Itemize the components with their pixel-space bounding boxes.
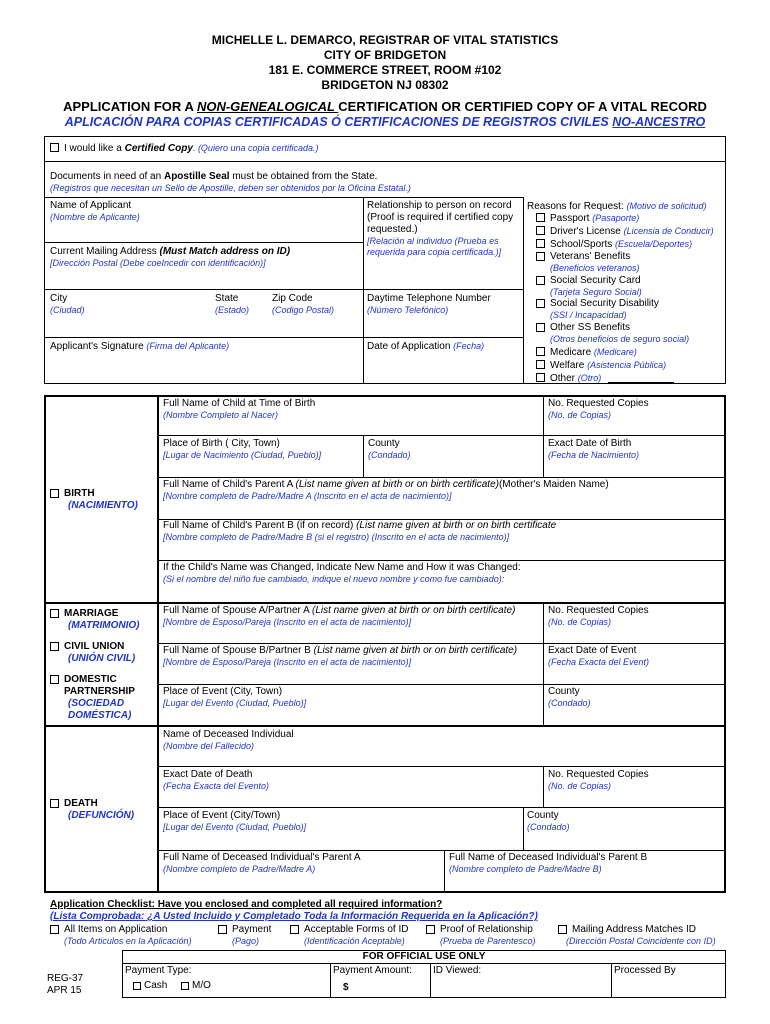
marriage-copies-label-es: (No. de Copias) [548, 617, 612, 627]
marriage-label-es: (MATRIMONIO) [68, 620, 140, 631]
reason-veterans-label: Veterans' Benefits [550, 251, 631, 262]
reason-ss-disability-label: Social Security Disability [550, 298, 659, 309]
city-line: CITY OF BRIDGETON [323, 48, 447, 62]
death-place-label-es: [Lugar del Evento (Ciudad, Pueblo)] [163, 822, 307, 832]
deceased-parent-b-label-es: (Nombre completo de Padre/Madre B) [449, 864, 602, 874]
checklist-payment-label-es: (Pago) [232, 936, 260, 946]
cash-label: Cash [144, 980, 168, 991]
reason-school-label: School/Sports (Escuela/Deportes) [550, 239, 693, 250]
reason-welfare-label: Welfare (Asistencia Pública) [550, 360, 667, 371]
event-place-label: Place of Event (City, Town) [163, 686, 283, 697]
form-number: REG-37 [47, 973, 84, 984]
applicant-name-label-es: (Nombre de Aplicante) [50, 212, 140, 222]
domestic-partnership-label-1: DOMESTIC [64, 674, 117, 685]
spouse-a-label-es: [Nombre de Esposo/Pareja (Inscrito en el acta de nacimiento)] [163, 617, 412, 627]
checklist-all-items-checkbox[interactable] [50, 925, 59, 934]
mailing-address-label: Current Mailing Address (Must Match address on ID) [50, 246, 291, 257]
money-order-checkbox[interactable] [181, 982, 189, 990]
event-place-label-es: [Lugar del Evento (Ciudad, Pueblo)] [163, 698, 307, 708]
birth-label: BIRTH [64, 488, 95, 499]
street-line: 181 E. COMMERCE STREET, ROOM #102 [268, 63, 502, 77]
reason-veterans-checkbox[interactable] [536, 252, 545, 261]
parent-b-label: Full Name of Child's Parent B (if on record) (List name given at birth or on birth certificate [163, 520, 557, 531]
name-changed-label: If the Child's Name was Changed, Indicate New Name and How it was Changed: [163, 562, 521, 573]
checklist-title: Application Checklist: Have you enclosed and completed all required information? [50, 899, 443, 910]
birth-copies-label: No. Requested Copies [548, 398, 649, 409]
reason-medicare-label: Medicare (Medicare) [550, 347, 637, 358]
checklist-address-checkbox[interactable] [558, 925, 567, 934]
reason-passport-label: Passport (Pasaporte) [550, 213, 640, 224]
reason-ss-disability-checkbox[interactable] [536, 299, 545, 308]
birth-label-es: (NACIMIENTO) [68, 500, 138, 511]
birth-copies-label-es: (No. de Copias) [548, 410, 612, 420]
id-viewed-label: ID Viewed: [433, 965, 482, 976]
checklist-payment-checkbox[interactable] [218, 925, 227, 934]
checklist-address-label: Mailing Address Matches ID [572, 924, 696, 935]
civil-union-label: CIVIL UNION [64, 641, 125, 652]
reason-passport-checkbox[interactable] [536, 213, 545, 222]
checklist-payment-label: Payment [232, 924, 272, 935]
death-place-label: Place of Event (City/Town) [163, 810, 281, 821]
form-date: APR 15 [47, 985, 82, 996]
marriage-label: MARRIAGE [64, 608, 119, 619]
reason-school-checkbox[interactable] [536, 239, 545, 248]
apostille-note-es: (Registros que necesitan un Sello de Apostille, deben ser obtenidos por la Oficina Estatal.) [50, 183, 411, 193]
phone-label-es: (Número Telefónico) [367, 305, 449, 315]
state-label-es: (Estado) [215, 305, 250, 315]
birth-date-label: Exact Date of Birth [548, 438, 632, 449]
form-title-spanish: APLICACIÓN PARA COPIAS CERTIFICADAS Ó CERTIFICACIONES DE REGISTROS CIVILES NO-ANCESTRO [64, 115, 706, 129]
death-date-label: Exact Date of Death [163, 769, 253, 780]
signature-label: Applicant's Signature (Firma del Aplicante) [50, 341, 230, 352]
death-county-label: County [527, 810, 559, 821]
deceased-parent-b-label: Full Name of Deceased Individual's Parent B [449, 852, 648, 863]
child-name-label-es: (Nombre Completo al Nacer) [163, 410, 279, 420]
cash-checkbox[interactable] [133, 982, 141, 990]
reason-other-checkbox[interactable] [536, 373, 545, 382]
death-copies-label: No. Requested Copies [548, 769, 649, 780]
money-order-label: M/O [192, 980, 211, 991]
checklist-address-label-es: (Dirección Postal Coincidente con ID) [566, 936, 716, 946]
registrar-line: MICHELLE L. DEMARCO, REGISTRAR OF VITAL STATISTICS [211, 33, 559, 47]
civil-union-checkbox[interactable] [50, 642, 59, 651]
reason-drivers-license-checkbox[interactable] [536, 226, 545, 235]
reason-ss-card-label-es: (Tarjeta Seguro Social) [550, 287, 642, 297]
civil-union-label-es: (UNIÓN CIVIL) [68, 653, 136, 664]
parent-a-label-es: [Nombre completo de Padre/Madre A (Inscrito en el acta de nacimiento)] [163, 491, 452, 501]
zip-label: Zip Code [272, 293, 313, 304]
checklist-id-label-es: (Identificación Aceptable) [304, 936, 405, 946]
reason-other-ss-checkbox[interactable] [536, 323, 545, 332]
mailing-address-label-es: [Dirección Postal (Debe coeIncedir con identificación)] [50, 258, 266, 268]
relationship-label-es: [Relación al individuo (Prueba es requerida para copia certificada.)] [367, 236, 502, 257]
child-name-label: Full Name of Child at Time of Birth [163, 398, 316, 409]
birth-place-label: Place of Birth ( City, Town) [163, 438, 280, 449]
checklist-id-label: Acceptable Forms of ID [304, 924, 409, 935]
deceased-parent-a-label-es: (Nombre completo de Padre/Madre A) [163, 864, 316, 874]
phone-label: Daytime Telephone Number [367, 293, 491, 304]
deceased-name-label-es: (Nombre del Fallecido) [163, 741, 255, 751]
birth-county-label: County [368, 438, 400, 449]
checklist-relationship-label: Proof of Relationship [440, 924, 533, 935]
processed-by-label: Processed By [614, 965, 676, 976]
marriage-checkbox[interactable] [50, 609, 59, 618]
reason-other-label: Other (Otro) [550, 373, 602, 384]
event-date-label: Exact Date of Event [548, 645, 637, 656]
reason-veterans-label-es: (Beneficios veteranos) [550, 263, 640, 273]
checklist-relationship-label-es: (Prueba de Parentesco) [440, 936, 536, 946]
reason-ss-card-label: Social Security Card [550, 275, 641, 286]
spouse-a-label: Full Name of Spouse A/Partner A (List name given at birth or on birth certificate) [163, 605, 516, 616]
city-label-es: (Ciudad) [50, 305, 85, 315]
checklist-all-items-label-es: (Todo Articulos en la Aplicación) [64, 936, 192, 946]
reasons-label: Reasons for Request: (Motivo de solicitud) [527, 201, 707, 212]
birth-place-label-es: [Lugar de Nacimiento (Ciudad, Pueblo)] [163, 450, 322, 460]
official-use-heading: FOR OFFICIAL USE ONLY [362, 951, 486, 962]
spouse-b-label: Full Name of Spouse B/Partner B (List name given at birth or on birth certificate) [163, 645, 518, 656]
event-county-label-es: (Condado) [548, 698, 591, 708]
deceased-parent-a-label: Full Name of Deceased Individual's Parent A [163, 852, 361, 863]
birth-checkbox[interactable] [50, 489, 59, 498]
birth-county-label-es: (Condado) [368, 450, 411, 460]
relationship-label: Relationship to person on record (Proof is required if certified copy requested.) [367, 200, 514, 235]
death-copies-label-es: (No. de Copias) [548, 781, 612, 791]
domestic-partnership-label-es-2: DOMÉSTICA) [68, 710, 132, 721]
reason-other-line[interactable] [608, 382, 674, 383]
reason-welfare-checkbox[interactable] [536, 360, 545, 369]
name-changed-label-es: (Si el nombre del niño fue cambiado, indique el nuevo nombre y como fue cambiado): [163, 574, 505, 584]
applicant-name-label: Name of Applicant [50, 200, 132, 211]
reason-other-ss-label: Other SS Benefits [550, 322, 631, 333]
payment-type-label: Payment Type: [125, 965, 192, 976]
certified-copy-label: I would like a Certified Copy. (Quiero una copia certificada.) [64, 143, 319, 154]
birth-date-label-es: (Fecha de Nacimiento) [548, 450, 640, 460]
reason-ss-disability-label-es: (SSI / Incapacidad) [550, 310, 627, 320]
payment-amount-label: Payment Amount: [333, 965, 412, 976]
reason-medicare-checkbox[interactable] [536, 347, 545, 356]
certified-copy-checkbox[interactable] [50, 143, 59, 152]
domestic-partnership-checkbox[interactable] [50, 675, 59, 684]
checklist-all-items-label: All Items on Application [64, 924, 168, 935]
dollar-sign: $ [343, 982, 349, 993]
death-label: DEATH [64, 798, 98, 809]
form-title: APPLICATION FOR A NON-GENEALOGICAL CERTIFICATION OR CERTIFIED COPY OF A VITAL RECORD [63, 99, 707, 114]
death-checkbox[interactable] [50, 799, 59, 808]
city-label: City [50, 293, 68, 304]
event-date-label-es: (Fecha Exacta del Event) [548, 657, 650, 667]
apostille-note: Documents in need of an Apostille Seal must be obtained from the State. [50, 171, 378, 182]
state-label: State [215, 293, 239, 304]
checklist-id-checkbox[interactable] [290, 925, 299, 934]
zip-line: BRIDGETON NJ 08302 [321, 78, 449, 92]
checklist-title-es: (Lista Comprobada: ¿A Usted Incluido y Completado Toda la Información Requerida en la Aplicación?) [50, 911, 538, 922]
reason-other-ss-label-es: (Otros beneficios de seguro social) [550, 334, 690, 344]
death-county-label-es: (Condado) [527, 822, 570, 832]
parent-b-label-es: [Nombre completo de Padre/Madre B (si el registro) (Inscrito en el acta de nacimiento)] [163, 532, 510, 542]
domestic-partnership-label-es-1: (SOCIEDAD [68, 698, 125, 709]
reason-ss-card-checkbox[interactable] [536, 276, 545, 285]
reason-drivers-license-label: Driver's License (Licensia de Conducir) [550, 226, 714, 237]
marriage-copies-label: No. Requested Copies [548, 605, 649, 616]
death-label-es: (DEFUNCIÓN) [68, 810, 135, 821]
parent-a-label: Full Name of Child's Parent A (List name given at birth or on birth certificate)(Mother's Maiden Name) [163, 479, 609, 490]
spouse-b-label-es: [Nombre de Esposo/Pareja (Inscrito en el acta de nacimiento)] [163, 657, 412, 667]
deceased-name-label: Name of Deceased Individual [163, 729, 294, 740]
date-of-application-label: Date of Application (Fecha) [367, 341, 485, 352]
event-county-label: County [548, 686, 580, 697]
death-date-label-es: (Fecha Exacta del Evento) [163, 781, 270, 791]
zip-label-es: (Codigo Postal) [272, 305, 335, 315]
checklist-relationship-checkbox[interactable] [426, 925, 435, 934]
domestic-partnership-label-2: PARTNERSHIP [64, 686, 135, 697]
